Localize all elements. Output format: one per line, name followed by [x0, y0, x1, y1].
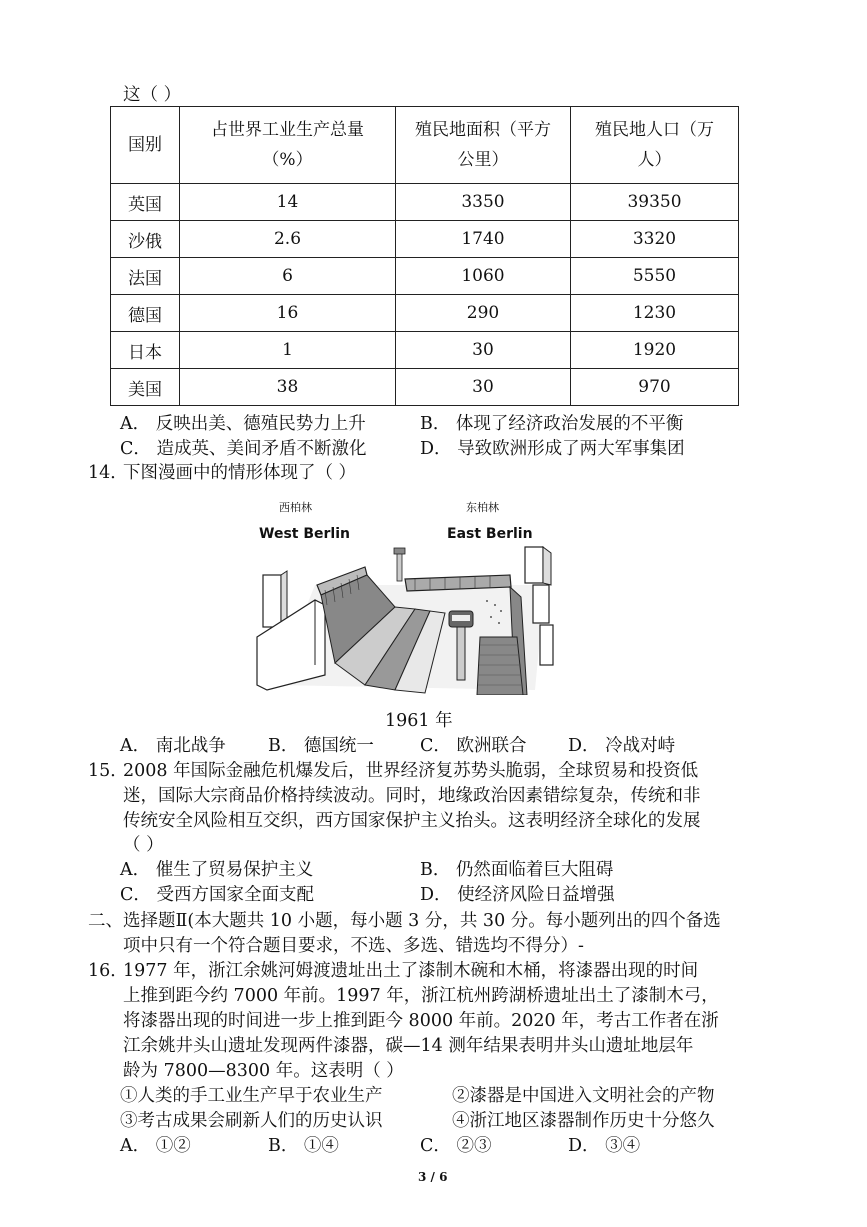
- header-country: 国别: [111, 107, 180, 184]
- cell-country: 德国: [111, 295, 180, 332]
- cell-industry: 6: [180, 258, 396, 295]
- q16-option-a[interactable]: A． ①②: [120, 1136, 191, 1156]
- cell-area: 30: [396, 369, 571, 406]
- q16-statement-1: ①人类的手工业生产早于农业生产: [120, 1086, 383, 1106]
- table-row: [111, 332, 739, 369]
- q13-option-a[interactable]: A． 反映出美、德殖民势力上升: [120, 414, 366, 434]
- cell-population: 1920: [571, 332, 739, 369]
- q13-option-c[interactable]: C． 造成英、美间矛盾不断激化: [120, 439, 367, 459]
- cell-country: 沙俄: [111, 221, 180, 258]
- q14-option-b[interactable]: B． 德国统一: [268, 736, 374, 756]
- q13-option-b[interactable]: B． 体现了经济政治发展的不平衡: [420, 414, 684, 434]
- q15-number: 15．: [88, 761, 128, 781]
- cartoon-caption: 1961 年: [385, 711, 453, 731]
- q14-stem: 下图漫画中的情形体现了（ ）: [123, 463, 357, 483]
- cell-industry: 14: [180, 184, 396, 221]
- cell-area: 1740: [396, 221, 571, 258]
- cartoon-label-west-cn: 西柏林: [279, 501, 312, 514]
- cartoon-label-east-cn: 东柏林: [466, 501, 499, 514]
- cell-country: 法国: [111, 258, 180, 295]
- q16-line-1: 1977 年，浙江余姚河姆渡遗址出土了漆制木碗和木桶，将漆器出现的时间: [123, 961, 699, 981]
- q13-stem-tail: 这（ ）: [123, 85, 182, 105]
- q15-option-a[interactable]: A． 催生了贸易保护主义: [120, 860, 314, 880]
- header-colony-population: 殖民地人口（万 人）: [571, 107, 739, 184]
- q16-option-d[interactable]: D． ③④: [568, 1136, 641, 1156]
- q15-option-c[interactable]: C． 受西方国家全面支配: [120, 885, 314, 905]
- cell-population: 970: [571, 369, 739, 406]
- cell-industry: 1: [180, 332, 396, 369]
- cell-area: 290: [396, 295, 571, 332]
- q16-line-3: 将漆器出现的时间进一步上推到距今 8000 年前。2020 年，考古工作者在浙: [123, 1011, 719, 1031]
- cell-area: 3350: [396, 184, 571, 221]
- cell-country: 日本: [111, 332, 180, 369]
- cell-industry: 16: [180, 295, 396, 332]
- cell-population: 3320: [571, 221, 739, 258]
- header-colony-area: 殖民地面积（平方 公里）: [396, 107, 571, 184]
- table-row: [111, 258, 739, 295]
- section-2-heading-line-2: 项中只有一个符合题目要求，不选、多选、错选均不得分）-: [123, 936, 584, 956]
- q16-line-4: 江余姚井头山遗址发现两件漆器，碳—14 测年结果表明井头山遗址地层年: [123, 1036, 694, 1056]
- page-number: 3 / 6: [418, 1170, 448, 1184]
- q14-option-a[interactable]: A． 南北战争: [120, 736, 226, 756]
- cell-industry: 2.6: [180, 221, 396, 258]
- q15-option-d[interactable]: D． 使经济风险日益增强: [420, 885, 615, 905]
- cell-industry: 38: [180, 369, 396, 406]
- q16-number: 16．: [88, 961, 128, 981]
- cell-country: 英国: [111, 184, 180, 221]
- q16-line-2: 上推到距今约 7000 年前。1997 年，浙江杭州跨湖桥遗址出土了漆制木弓，: [123, 986, 719, 1006]
- cartoon-label-west-en: West Berlin: [259, 526, 350, 542]
- section-2-heading: 二、选择题Ⅱ(本大题共 10 小题，每小题 3 分，共 30 分。每小题列出的四个备选: [88, 911, 721, 931]
- table-header-row: [111, 107, 739, 184]
- q16-statement-2: ②漆器是中国进入文明社会的产物: [452, 1086, 715, 1106]
- cell-population: 1230: [571, 295, 739, 332]
- cell-area: 1060: [396, 258, 571, 295]
- q15-line-1: 2008 年国际金融危机爆发后，世界经济复苏势头脆弱，全球贸易和投资低: [123, 761, 699, 781]
- q15-line-3: 传统安全风险相互交织，西方国家保护主义抬头。这表明经济全球化的发展: [123, 811, 701, 831]
- table-row: [111, 369, 739, 406]
- berlin-wall-cartoon: [255, 545, 555, 695]
- colony-data-table: [110, 106, 739, 406]
- q16-statement-3: ③考古成果会刷新人们的历史认识: [120, 1111, 383, 1131]
- q14-option-c[interactable]: C． 欧洲联合: [420, 736, 527, 756]
- q14-option-d[interactable]: D． 冷战对峙: [568, 736, 676, 756]
- cartoon-label-east-en: East Berlin: [447, 526, 533, 542]
- q16-statement-4: ④浙江地区漆器制作历史十分悠久: [452, 1111, 715, 1131]
- q14-number: 14．: [88, 463, 128, 483]
- q13-option-d[interactable]: D． 导致欧洲形成了两大军事集团: [420, 439, 685, 459]
- header-industry-share: 占世界工业生产总量 （%）: [180, 107, 396, 184]
- table-row: [111, 184, 739, 221]
- cell-population: 39350: [571, 184, 739, 221]
- q15-line-2: 迷，国际大宗商品价格持续波动。同时，地缘政治因素错综复杂，传统和非: [123, 786, 701, 806]
- table-row: [111, 221, 739, 258]
- q16-option-b[interactable]: B． ①④: [268, 1136, 339, 1156]
- q16-option-c[interactable]: C． ②③: [420, 1136, 492, 1156]
- cell-country: 美国: [111, 369, 180, 406]
- q15-line-4: （ ）: [123, 835, 164, 855]
- table-row: [111, 295, 739, 332]
- cell-area: 30: [396, 332, 571, 369]
- q15-option-b[interactable]: B． 仍然面临着巨大阻碍: [420, 860, 614, 880]
- q16-line-5: 龄为 7800—8300 年。这表明（ ）: [123, 1061, 404, 1081]
- cell-population: 5550: [571, 258, 739, 295]
